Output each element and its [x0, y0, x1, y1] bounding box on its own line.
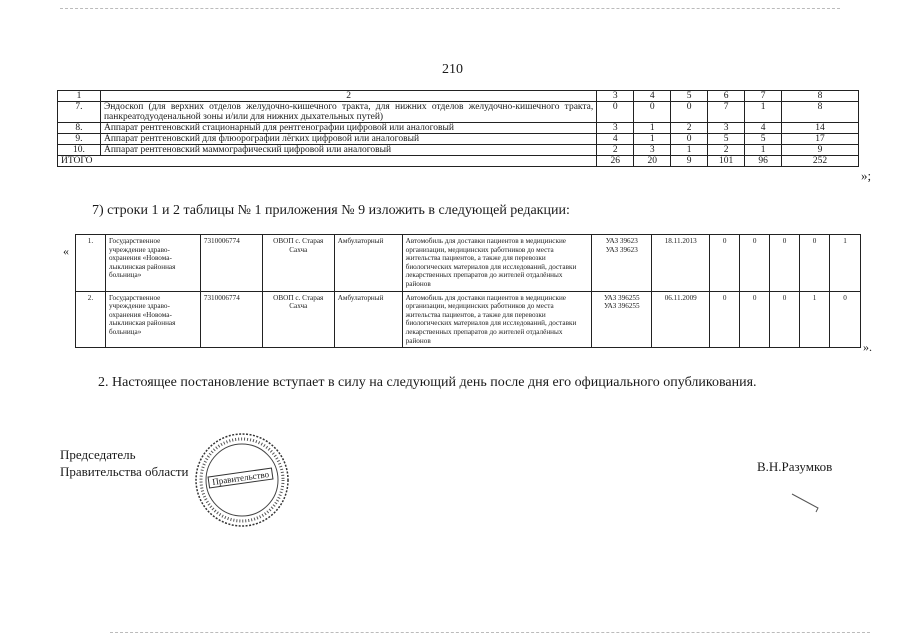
value-cell: 0: [800, 235, 830, 292]
row-number: 10.: [58, 145, 101, 156]
header-cell: 3: [597, 91, 634, 102]
header-cell: 1: [58, 91, 101, 102]
unit: ОВОП с. Старая Сахча: [262, 235, 334, 292]
header-cell: 4: [634, 91, 671, 102]
purpose: Автомобиль для доставки пациентов в медицинские организации, медицинских работников до места жительства пациентов, а также для перевозки биологических материалов для исследований, доставки лекарственных препаратов до жителей отдалённых районов: [402, 235, 592, 292]
value-cell: 3: [634, 145, 671, 156]
value-cell: 0: [770, 291, 800, 348]
header-cell: 2: [100, 91, 596, 102]
value-cell: 3: [708, 123, 745, 134]
equipment-table: [57, 90, 859, 167]
total-value: 9: [671, 156, 708, 167]
total-value: 20: [634, 156, 671, 167]
page-number: 210: [442, 62, 463, 77]
closing-quote: »;: [861, 168, 872, 183]
value-cell: 1: [800, 291, 830, 348]
purpose: Автомобиль для доставки пациентов в медицинские организации, медицинских работников до места жительства пациентов, а также для перевозки биологических материалов для исследований, доставки лекарственных препаратов до жителей отдалённых районов: [402, 291, 592, 348]
value-cell: 4: [745, 123, 782, 134]
total-cell: 14: [782, 123, 859, 134]
table-row: [58, 102, 859, 123]
value-cell: 1: [830, 235, 861, 292]
total-value: 96: [745, 156, 782, 167]
signatory-name: В.Н.Разумков: [757, 459, 833, 474]
total-value: 101: [708, 156, 745, 167]
date: 18.11.2013: [652, 235, 710, 292]
total-label: ИТОГО: [58, 156, 597, 167]
value-cell: 3: [597, 123, 634, 134]
signatory-title: [60, 446, 189, 480]
value-cell: 1: [634, 134, 671, 145]
table-row: [58, 123, 859, 134]
value-cell: 7: [708, 102, 745, 123]
value-cell: 0: [830, 291, 861, 348]
closing-quote: ».: [863, 340, 872, 354]
equipment-name: Аппарат рентгеновский стационарный для рентгенографии цифровой или аналоговый: [100, 123, 596, 134]
equipment-name: Аппарат рентгеновский маммографический цифровой или аналоговый: [100, 145, 596, 156]
table-row: [58, 134, 859, 145]
header-cell: 6: [708, 91, 745, 102]
type: Амбулаторный: [334, 235, 402, 292]
paragraph-2: 2. Настоящее постановление вступает в силу на следующий день после дня его официального опубликования.: [98, 375, 757, 390]
table-header-row: [58, 91, 859, 102]
total-value: 26: [597, 156, 634, 167]
seal-label: Правительство: [207, 468, 273, 489]
inn: 7310006774: [200, 291, 262, 348]
value-cell: 0: [710, 291, 740, 348]
organization: Государственное учреждение здравоохранения «Новомалыклинская районная больница»: [105, 235, 200, 292]
total-cell: 8: [782, 102, 859, 123]
opening-quote: «: [63, 244, 69, 258]
row-number: 1.: [76, 235, 106, 292]
equipment-name: Эндоскоп (для верхних отделов желудочно-кишечного тракта, для нижних отделов желудочно-кишечного тракта, панкреатодуоденальной зоны и/или для нижних дыхательных путей): [100, 102, 596, 123]
pen-mark: [790, 490, 830, 520]
scan-artifact-top: [60, 8, 840, 9]
header-cell: 5: [671, 91, 708, 102]
value-cell: 0: [740, 235, 770, 292]
vehicle-model: УАЗ 396255 УАЗ 396255: [592, 291, 652, 348]
table-row: [76, 235, 861, 292]
value-cell: 0: [671, 102, 708, 123]
header-cell: 8: [782, 91, 859, 102]
total-cell: 9: [782, 145, 859, 156]
value-cell: 5: [708, 134, 745, 145]
signatory-title-line2: Правительства области: [60, 464, 189, 479]
amendment-item-7: 7) строки 1 и 2 таблицы № 1 приложения № 9 изложить в следующей редакции:: [92, 203, 570, 218]
vehicle-model: УАЗ 39623 УАЗ 39623: [592, 235, 652, 292]
type: Амбулаторный: [334, 291, 402, 348]
total-row: [58, 156, 859, 167]
value-cell: 1: [745, 145, 782, 156]
date: 06.11.2009: [652, 291, 710, 348]
unit: ОВОП с. Старая Сахча: [262, 291, 334, 348]
vehicle-table: [75, 234, 861, 348]
value-cell: 0: [634, 102, 671, 123]
total-cell: 17: [782, 134, 859, 145]
inn: 7310006774: [200, 235, 262, 292]
scan-artifact-bottom: [110, 632, 870, 633]
value-cell: 2: [597, 145, 634, 156]
signatory-title-line1: Председатель: [60, 447, 136, 462]
value-cell: 2: [671, 123, 708, 134]
table-row: [76, 291, 861, 348]
equipment-name: Аппарат рентгеновский для флюорографии лёгких цифровой или аналоговый: [100, 134, 596, 145]
row-number: 9.: [58, 134, 101, 145]
value-cell: 0: [770, 235, 800, 292]
row-number: 2.: [76, 291, 106, 348]
value-cell: 0: [710, 235, 740, 292]
value-cell: 2: [708, 145, 745, 156]
value-cell: 1: [671, 145, 708, 156]
value-cell: 0: [740, 291, 770, 348]
value-cell: 4: [597, 134, 634, 145]
row-number: 7.: [58, 102, 101, 123]
row-number: 8.: [58, 123, 101, 134]
value-cell: 5: [745, 134, 782, 145]
value-cell: 1: [745, 102, 782, 123]
table-row: [58, 145, 859, 156]
value-cell: 1: [634, 123, 671, 134]
value-cell: 0: [597, 102, 634, 123]
value-cell: 0: [671, 134, 708, 145]
total-value: 252: [782, 156, 859, 167]
organization: Государственное учреждение здравоохранения «Новомалыклинская районная больница»: [105, 291, 200, 348]
header-cell: 7: [745, 91, 782, 102]
